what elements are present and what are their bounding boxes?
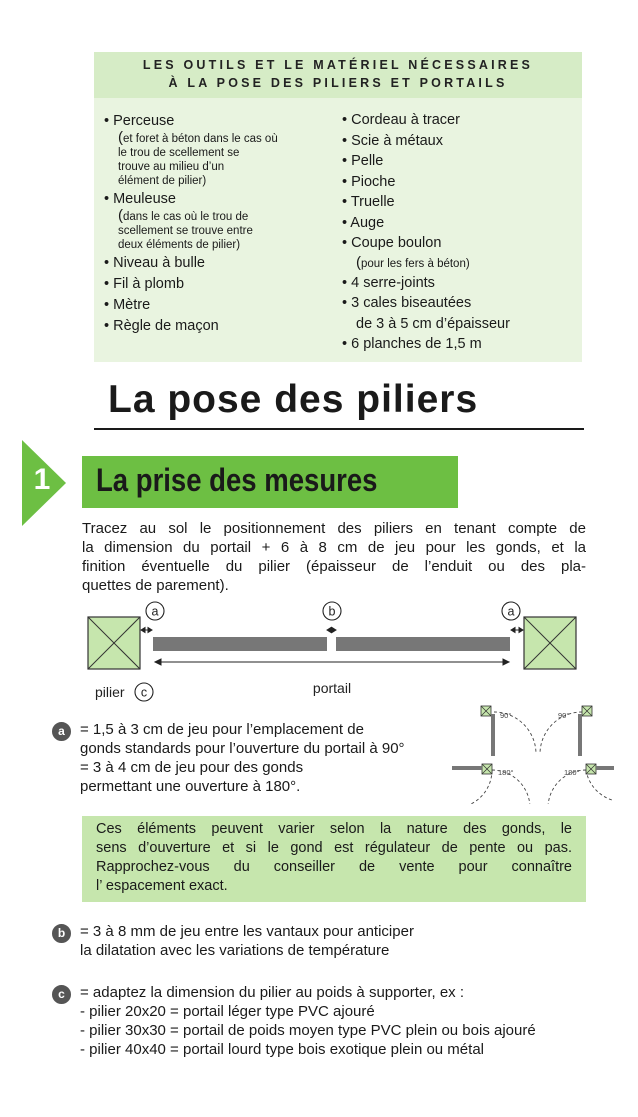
gate-leaf-right: [336, 637, 510, 651]
intro-paragraph: Tracez au sol le positionnement des piliers en tenant compte de la dimension du portail + 6 à 8 cm de jeu pour les gonds, et la finition éventuelle du pilier (épaisseur de l’enduit ou des pla- quettes de parement).: [82, 520, 586, 594]
gate-leaf-left: [153, 637, 327, 651]
tools-header-line2: À LA POSE DES PILIERS ET PORTAILS: [168, 76, 508, 90]
tool-coupe-boulon: • Coupe boulon: [342, 235, 442, 251]
tool-cales: • 3 cales biseautées: [342, 295, 472, 311]
right-pillar-icon: [524, 617, 576, 669]
tool-pioche: • Pioche: [342, 173, 396, 190]
svg-text:a: a: [151, 604, 159, 619]
label-c: [135, 683, 153, 701]
left-pillar-icon: [88, 617, 140, 669]
svg-text:b: b: [328, 604, 336, 619]
tool-pelle: • Pelle: [342, 153, 384, 169]
tool-meuleuse-note: (dans le cas où le trou de scellement se trouve entre deux éléments de pilier): [118, 207, 253, 251]
step-number: 1: [33, 463, 51, 496]
angle-90-left: 90°: [500, 711, 512, 720]
hinge-diagram: [446, 700, 616, 804]
tool-perceuse: • Perceuse: [104, 113, 175, 129]
portail-label: portail: [312, 680, 352, 696]
label-b: [323, 602, 341, 620]
tool-serre-joints: • 4 serre-joints: [342, 274, 435, 291]
label-a-left: [146, 602, 164, 620]
hinge-90-left-icon: [481, 706, 495, 756]
hinge-180-right-icon: [586, 764, 614, 774]
tool-auge: • Auge: [342, 214, 385, 231]
tool-niveau: • Niveau à bulle: [104, 255, 205, 271]
item-b-badge: b: [52, 924, 71, 943]
tools-left-column: [104, 112, 278, 336]
angle-180-right: 180°: [564, 768, 580, 777]
tool-cales-note: de 3 à 5 cm d’épaisseur: [356, 315, 510, 332]
tools-header-line1: LES OUTILS ET LE MATÉRIEL NÉCESSAIRES: [142, 58, 534, 72]
item-b-text: = 3 à 8 mm de jeu entre les vantaux pour anticiper la dilatation avec les variations de température: [80, 923, 414, 959]
tool-perceuse-note: (et foret à béton dans le cas où le trou de scellement se trouve au milieu d’un élément de pilier): [118, 129, 278, 187]
tools-box: [94, 52, 582, 362]
tool-cordeau: • Cordeau à tracer: [342, 112, 460, 128]
tool-scie: • Scie à métaux: [342, 132, 443, 149]
item-a-text: = 1,5 à 3 cm de jeu pour l’emplacement de gonds standards pour l’ouverture du portail à 90° = 3 à 4 cm de jeu pour des gonds permettant une ouverture à 180°.: [80, 721, 405, 795]
item-c-text: = adaptez la dimension du pilier au poids à supporter, ex : - pilier 20x20 = portail léger type PVC ajouré - pilier 30x30 = portail de poids moyen type PVC plein ou bois ajouré - pilier 40x40 = portail lourd type bois exotique plein ou métal: [80, 984, 536, 1058]
note-text: Ces éléments peuvent varier selon la nature des gonds, le sens d’ouverture et si le gond est régulateur de pente ou pas. Rapprochez-vous du conseiller de vente pour connaître l’ espacement exact.: [96, 821, 572, 894]
svg-text:a: a: [507, 604, 515, 619]
hinge-180-left-icon: [452, 764, 492, 774]
label-a-right: [502, 602, 520, 620]
angle-90-right: 90°: [558, 711, 570, 720]
tools-header: [94, 52, 582, 98]
angle-180-left: 180°: [498, 768, 514, 777]
measure-diagram: [0, 596, 638, 706]
tool-planches: • 6 planches de 1,5 m: [342, 336, 482, 352]
title-rule: [94, 428, 584, 430]
main-title: La pose des piliers: [108, 378, 479, 421]
tool-metre: • Mètre: [104, 297, 151, 313]
tool-regle: • Règle de maçon: [104, 318, 219, 334]
tools-right-column: [342, 110, 510, 355]
note-box: [82, 816, 586, 902]
tool-fil-a-plomb: • Fil à plomb: [104, 276, 185, 292]
item-c-badge: c: [52, 985, 71, 1004]
hinge-90-right-icon: [578, 706, 592, 756]
tool-meuleuse: • Meuleuse: [104, 191, 176, 207]
tool-coupe-note: (pour les fers à béton): [356, 253, 470, 271]
section-title: La prise des mesures: [96, 462, 378, 498]
svg-text:c: c: [140, 685, 148, 700]
item-a-badge: a: [52, 722, 71, 741]
tool-truelle: • Truelle: [342, 194, 395, 210]
pilier-label: pilier: [95, 684, 125, 700]
